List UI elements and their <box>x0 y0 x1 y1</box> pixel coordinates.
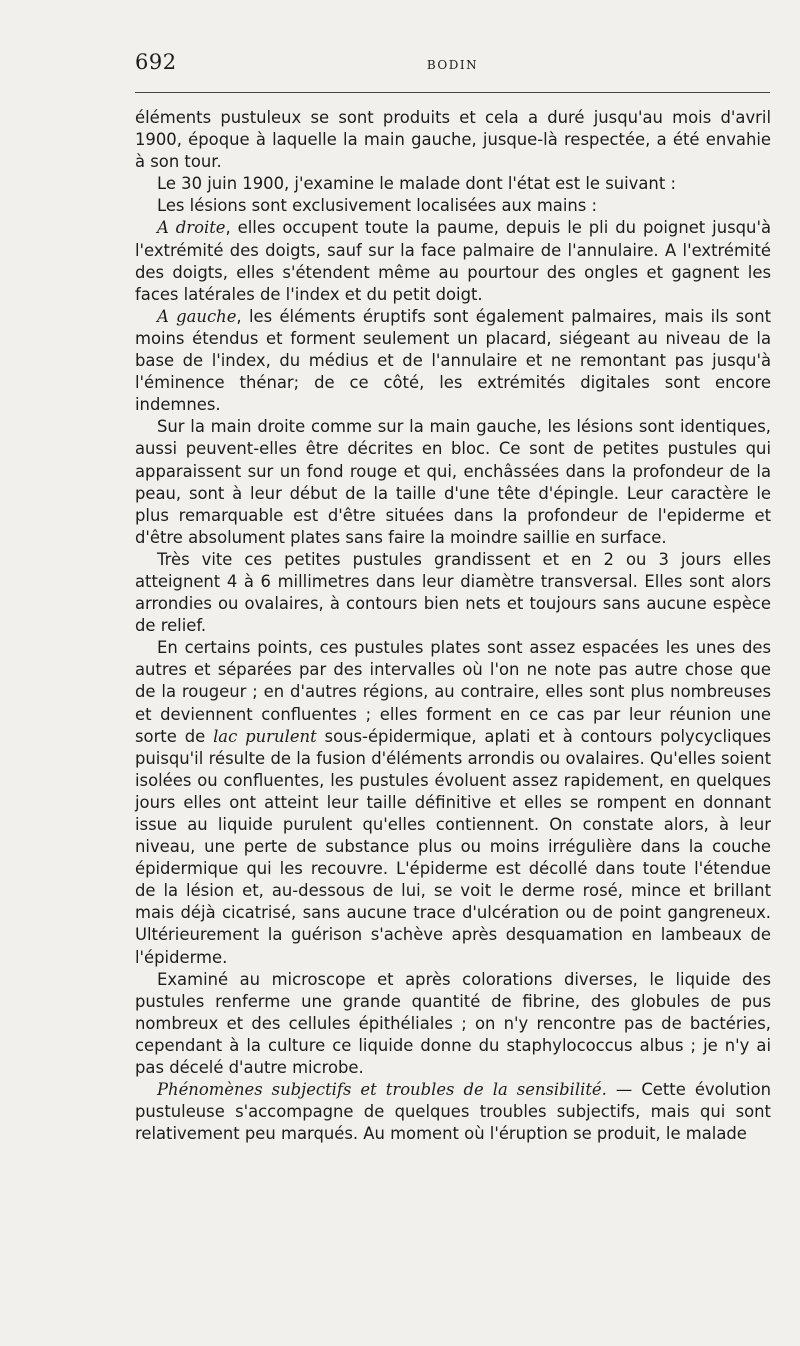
body-text <box>135 107 771 1145</box>
paragraph <box>135 217 771 305</box>
paragraph <box>135 1079 771 1145</box>
paragraph: Les lésions sont exclusivement localisées aux mains : <box>157 196 598 216</box>
paragraph-text: En certains points, ces pustules plates sont assez espacées les unes des autres et séparées par des intervalles où l'on ne note pas autre chose que de la rougeur ; en d'autres régions, au contraire, elles sont plus nombreuses et deviennent confluentes ; elles forment en ce cas par leur réunion une sorte de <box>135 638 771 746</box>
paragraph: Le 30 juin 1900, j'examine le malade dont l'état est le suivant : <box>157 174 676 194</box>
running-head <box>135 50 770 80</box>
paragraph: Examiné au microscope et après colorations diverses, le liquide des pustules renferme une grande quantité de fibrine, des globules de pus nombreux et des cellules épithéliales ; on n'y rencontre pas de bactéries, cependant à la culture ce liquide donne du staphylococcus albus ; je n'y ai pas décelé d'autre microbe. <box>135 969 771 1078</box>
italic-lead: A gauche <box>157 306 237 326</box>
paragraph: Très vite ces petites pustules grandissent et en 2 ou 3 jours elles atteignent 4 à 6 millimetres dans leur diamètre transversal. Elles sont alors arrondies ou ovalaires, à contours bien nets et toujours sans aucune espèce de relief. <box>135 549 771 636</box>
running-head-author: BODIN <box>426 58 479 72</box>
paragraph <box>135 306 771 416</box>
paragraph <box>135 637 771 968</box>
paragraph-text: , les éléments éruptifs sont également palmaires, mais ils sont moins étendus et forment seulement un placard, siégeant au niveau de la base de l'index, du médius et de l'annulaire et ne remontant pas jusqu'à l'éminence thénar; de ce côté, les extrémités digitales sont encore indemnes. <box>135 306 772 415</box>
italic-lead: A droite <box>157 218 226 238</box>
paragraph-text: , elles occupent toute la paume, depuis le pli du poignet jusqu'à l'extrémité des doigts, sauf sur la face palmaire de l'annulaire. A l'extrémité des doigts, elles s'étendent même au pourtour des ongles et gagnent les faces latérales de l'index et du petit doigt. <box>135 218 771 304</box>
section-heading-italic: Phénomènes subjectifs et troubles de la sensibilité. <box>157 1080 607 1100</box>
page-number: 692 <box>135 50 177 74</box>
paragraph: éléments pustuleux se sont produits et cela a duré jusqu'au mois d'avril 1900, époque à laquelle la main gauche, jusque-là respectée, a été envahie à son tour. <box>135 108 771 172</box>
italic-term: lac purulent <box>213 726 317 746</box>
paragraph: Sur la main droite comme sur la main gauche, les lésions sont identiques, aussi peuvent-elles être décrites en bloc. Ce sont de petites pustules qui apparaissent sur un fond rouge et qui, enchâssées dans la profondeur de la peau, sont à leur début de la taille d'une tête d'épingle. Leur caractère le plus remarquable est d'être situées dans la profondeur de l'epiderme et d'être absolument plates sans faire la moindre saillie en surface. <box>135 417 771 547</box>
paragraph-text: sous-épidermique, aplati et à contours polycycliques puisqu'il résulte de la fusion d'éléments arrondis ou ovalaires. Qu'elles soient isolées ou confluentes, les pustules évoluent assez rapidement, en quelques jours elles ont atteint leur taille définitive et elles se rompent en donnant issue au liquide purulent qu'elles contiennent. On constate alors, à leur niveau, une perte de substance plus ou moins irrégulière dans la couche épidermique qui les recouvre. L'épiderme est décollé dans toute l'étendue de la lésion et, au-dessous de lui, se voit le derme rosé, mince et brillant mais déjà cicatrisé, sans aucune trace d'ulcération ou de point gangreneux. Ultérieurement la guérison s'achève après desquamation en lambeaux de l'épiderme. <box>135 726 771 967</box>
paragraph-text: — Cette évolution pustuleuse s'accompagne de quelques troubles subjectifs, mais qui sont relativement peu marqués. Au moment où l'éruption se produit, le malade <box>135 1080 771 1144</box>
header-rule <box>135 92 770 93</box>
